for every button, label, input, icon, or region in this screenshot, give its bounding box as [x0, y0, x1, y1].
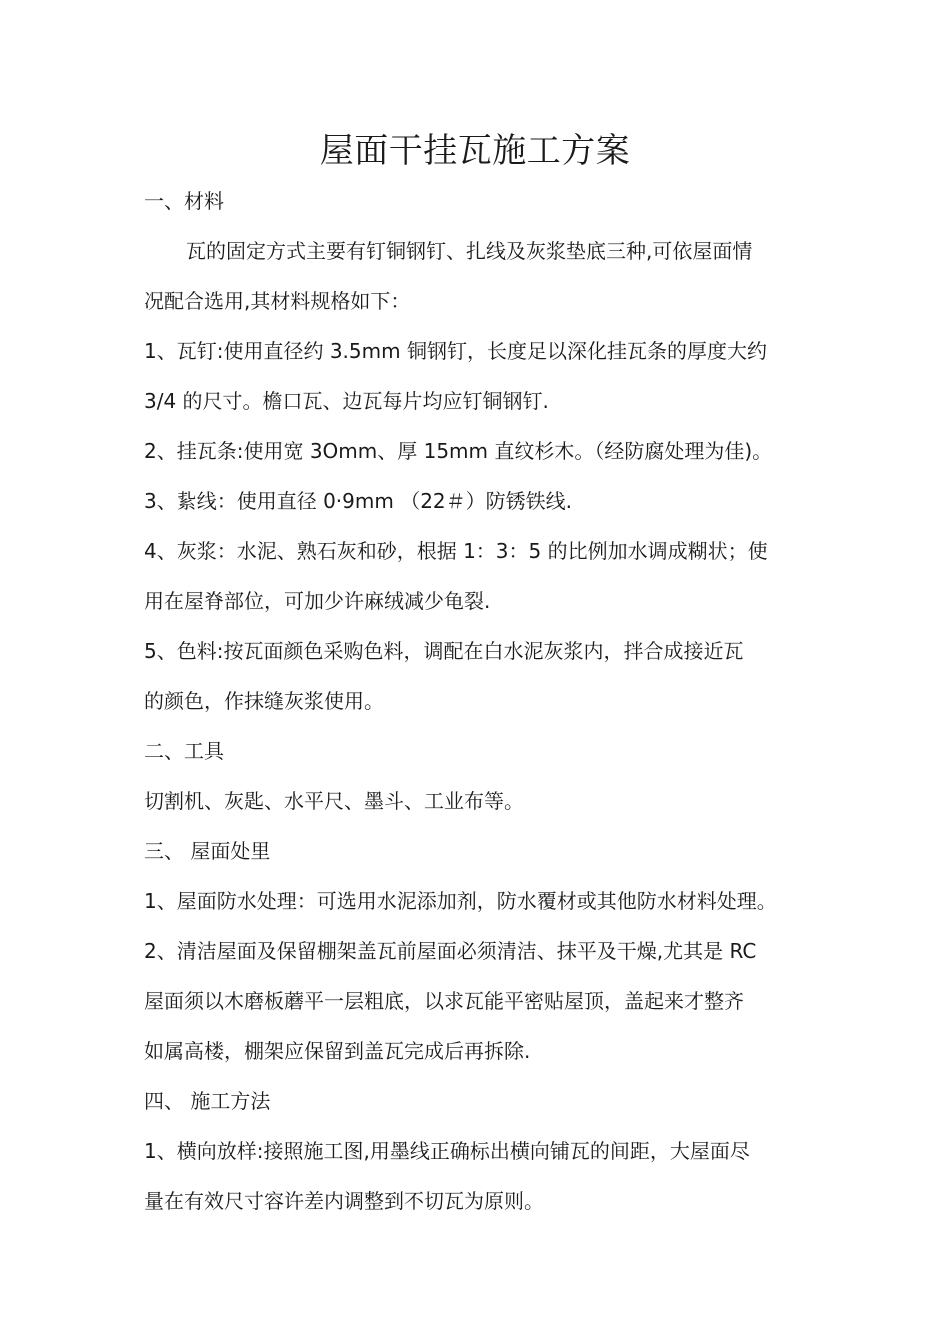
paragraph-line: 瓦的固定方式主要有钉铜钢钉、扎线及灰浆垫底三种,可依屋面情: [186, 239, 753, 263]
list-item-line: 量在有效尺寸容许差内调整到不切瓦为原则。: [144, 1189, 544, 1213]
list-item-line: 3/4 的尺寸。檐口瓦、边瓦每片均应钉铜钢钉.: [144, 389, 549, 413]
list-item-line: 的颜色，作抹缝灰浆使用。: [144, 689, 384, 713]
list-item-line: 2、清洁屋面及保留棚架盖瓦前屋面必须清洁、抹平及干燥,尤其是 RC: [144, 939, 757, 963]
list-item-line: 3、紥线：使用直径 0·9mm （22＃）防锈铁线.: [144, 489, 573, 513]
section-heading-materials: 一、材料: [144, 189, 224, 213]
list-item-line: 1、横向放样:接照施工图,用墨线正确标出横向铺瓦的间距，大屋面尽: [144, 1139, 750, 1163]
list-item-line: 1、瓦钉:使用直径约 3.5mm 铜钢钉，长度足以深化挂瓦条的厚度大约: [144, 339, 767, 363]
list-item-line: 用在屋脊部位，可加少许麻绒减少龟裂.: [144, 589, 491, 613]
list-item-line: 5、色料:按瓦面颜色采购色料，调配在白水泥灰浆内，拌合成接近瓦: [144, 639, 744, 663]
section-heading-roof-treatment: 三、 屋面处里: [144, 839, 271, 863]
section-heading-tools: 二、工具: [144, 739, 224, 763]
list-item-line: 屋面须以木磨板蘑平一层粗底，以求瓦能平密贴屋顶，盖起来才整齐: [144, 989, 744, 1013]
section-heading-construction-method: 四、 施工方法: [144, 1089, 271, 1113]
list-item-line: 如属高楼，棚架应保留到盖瓦完成后再拆除.: [144, 1039, 531, 1063]
paragraph-line: 况配合选用,其材料规格如下：: [144, 289, 411, 313]
list-item-line: 4、灰浆：水泥、熟石灰和砂，根据 1：3：5 的比例加水调成糊状；使: [144, 539, 768, 563]
list-item-line: 2、挂瓦条:使用宽 3Omm、厚 15mm 直纹杉木。（经防腐处理为佳)。: [144, 439, 773, 463]
document-body: [144, 176, 816, 1226]
list-item-line: 1、屋面防水处理：可选用水泥添加剂，防水覆材或其他防水材料处理。: [144, 889, 777, 913]
paragraph-line: 切割机、灰匙、水平尺、墨斗、工业布等。: [144, 789, 524, 813]
document-title: 屋面干挂瓦施工方案: [319, 131, 631, 171]
